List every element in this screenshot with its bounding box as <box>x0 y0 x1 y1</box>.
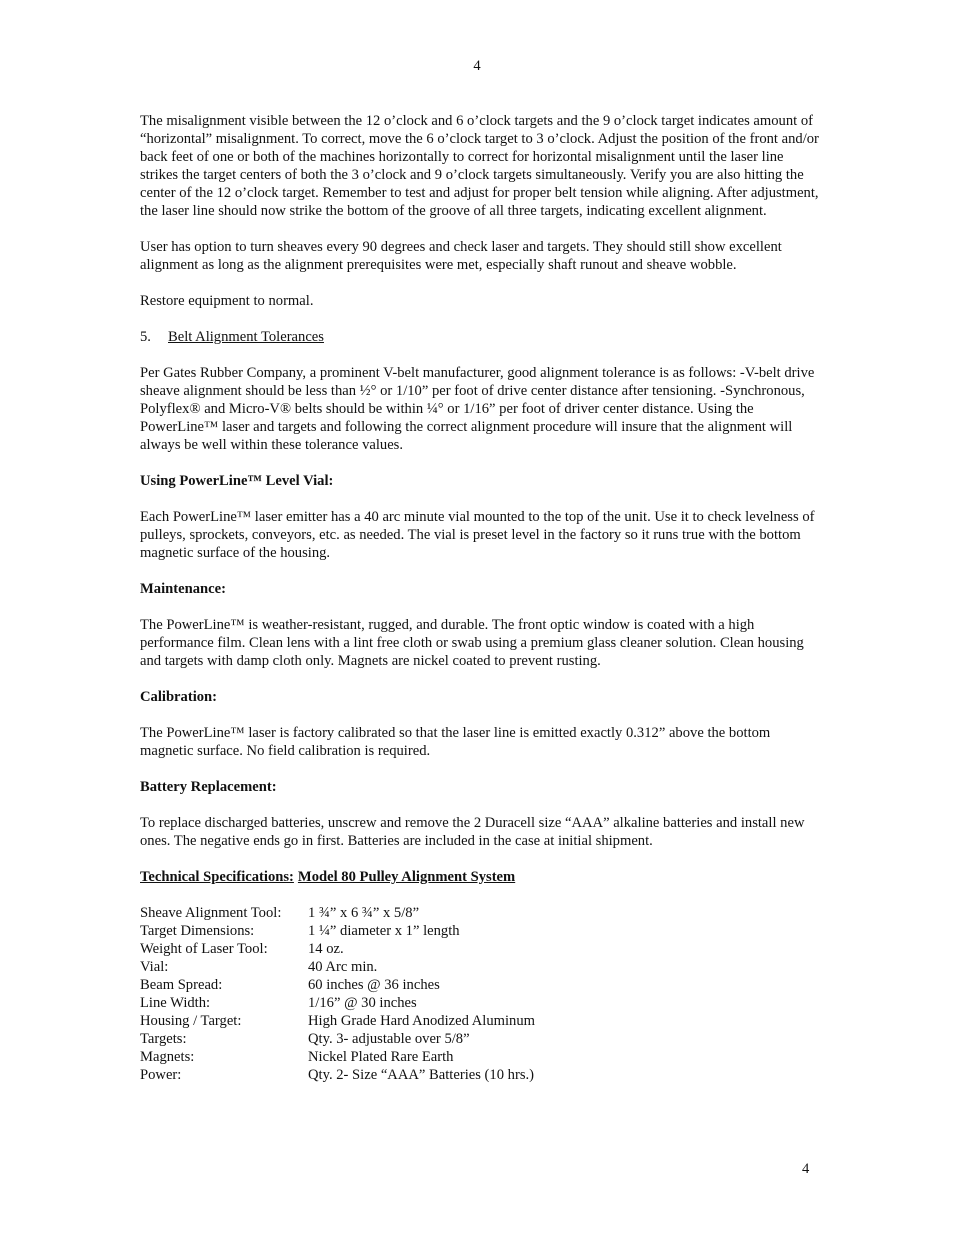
paragraph-calibration: The PowerLine™ laser is factory calibrated so that the laser line is emitted exactly 0.312” above the bottom magnetic surface. No field calibration is required. <box>140 725 771 759</box>
paragraph-horizontal-misalignment: The misalignment visible between the 12 o’clock and 6 o’clock targets and the 9 o’clock target indicates amount of “horizontal” misalignment. To correct, move the 6 o’clock target to 3 o’clock. Adjust the position of the front and/or back feet of one or both of the machines horizontally to correct for horizontal misalignment until the laser line strikes the target centers of both the 3 o’clock and 9 o’clock targets simultaneously. Verify you are also hitting the center of the 12 o’clock target. Remember to test and adjust for proper belt tension while aligning. After adjustment, the laser line should now strike the bottom of the groove of all three targets, indicating excellent alignment. <box>140 113 819 219</box>
spec-value: Qty. 2- Size “AAA” Batteries (10 hrs.) <box>308 1067 535 1083</box>
spec-label: Targets: <box>140 1031 187 1047</box>
spec-table <box>140 904 535 1084</box>
paragraph-level-vial: Each PowerLine™ laser emitter has a 40 arc minute vial mounted to the top of the unit. Use it to check levelness of pulleys, sprockets, conveyors, etc. as needed. The vial is preset level in the factory so it runs true with the bottom magnetic surface of the housing. <box>140 509 815 561</box>
spec-row <box>140 1066 535 1084</box>
document-body <box>140 112 820 1084</box>
spec-label: Line Width: <box>140 995 211 1011</box>
page-number-bottom: 4 <box>802 1161 810 1177</box>
section-title: Belt Alignment Tolerances <box>168 329 324 345</box>
spec-row <box>140 1030 535 1048</box>
spec-row <box>140 1012 535 1030</box>
spec-label: Weight of Laser Tool: <box>140 941 268 957</box>
page-number-top: 4 <box>473 58 481 74</box>
heading-maintenance: Maintenance: <box>140 581 226 597</box>
spec-value: Nickel Plated Rare Earth <box>308 1049 454 1065</box>
paragraph-belt-tolerances: Per Gates Rubber Company, a prominent V-belt manufacturer, good alignment tolerance is as follows: -V-belt drive sheave alignment should be less than ½° or 1/10” per foot of drive center distance after tensioning. -Synchronous, Polyflex® and Micro-V® belts should be within ¼° or 1/16” per foot of driver center distance. Using the PowerLine™ laser and targets and following the correct alignment procedure will insure that the alignment will always be well within these tolerance values. <box>140 365 815 453</box>
spec-row <box>140 940 535 958</box>
spec-label: Sheave Alignment Tool: <box>140 905 282 921</box>
spec-value: 1 ¾” x 6 ¾” x 5/8” <box>308 905 420 921</box>
spec-value: 1/16” @ 30 inches <box>308 995 417 1011</box>
section-number: 5. <box>140 329 151 345</box>
spec-label: Beam Spread: <box>140 977 223 993</box>
spec-label: Housing / Target: <box>140 1013 242 1029</box>
spec-title-right: Model 80 Pulley Alignment System <box>297 869 516 885</box>
spec-label: Magnets: <box>140 1049 195 1065</box>
spec-label: Vial: <box>140 959 169 975</box>
spec-row <box>140 958 535 976</box>
heading-calibration: Calibration: <box>140 689 218 705</box>
section-heading-belt-tolerances <box>140 328 820 346</box>
spec-value: Qty. 3- adjustable over 5/8” <box>308 1031 470 1047</box>
spec-value: High Grade Hard Anodized Aluminum <box>308 1013 535 1029</box>
paragraph-battery-replacement: To replace discharged batteries, unscrew and remove the 2 Duracell size “AAA” alkaline batteries and install new ones. The negative ends go in first. Batteries are included in the case at initial shipment. <box>140 815 805 849</box>
spec-value: 60 inches @ 36 inches <box>308 977 440 993</box>
paragraph-restore: Restore equipment to normal. <box>140 293 314 309</box>
spec-label: Target Dimensions: <box>140 923 255 939</box>
spec-title <box>140 868 820 886</box>
paragraph-turn-sheaves: User has option to turn sheaves every 90 degrees and check laser and targets. They should still show excellent alignment as long as the alignment prerequisites were met, especially shaft runout and sheave wobble. <box>140 239 782 273</box>
spec-row <box>140 904 535 922</box>
spec-label: Power: <box>140 1067 182 1083</box>
spec-value: 14 oz. <box>308 941 344 957</box>
spec-value: 40 Arc min. <box>308 959 378 975</box>
spec-row <box>140 994 535 1012</box>
paragraph-maintenance: The PowerLine™ is weather-resistant, rugged, and durable. The front optic window is coated with a high performance film. Clean lens with a lint free cloth or swab using a premium glass cleaner solution. Clean housing and targets with damp cloth only. Magnets are nickel coated to prevent rusting. <box>140 617 804 669</box>
heading-battery-replacement: Battery Replacement: <box>140 779 277 795</box>
spec-row <box>140 1048 535 1066</box>
heading-level-vial: Using PowerLine™ Level Vial: <box>140 473 334 489</box>
spec-row <box>140 976 535 994</box>
spec-row <box>140 922 535 940</box>
spec-value: 1 ¼” diameter x 1” length <box>308 923 460 939</box>
spec-title-left: Technical Specifications: <box>140 869 294 885</box>
